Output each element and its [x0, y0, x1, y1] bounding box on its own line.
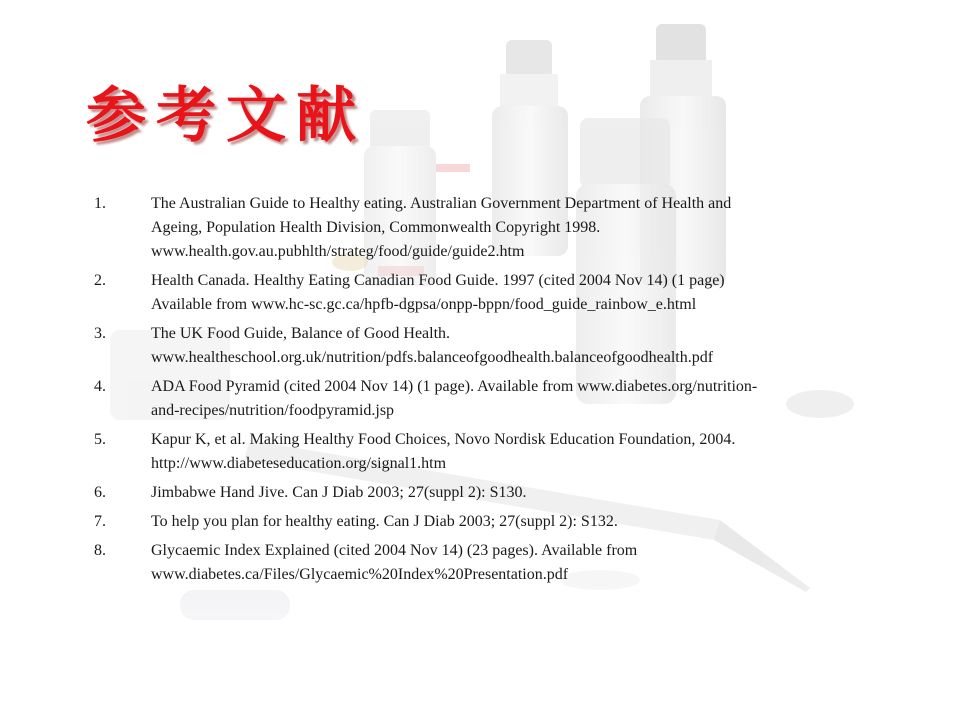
- reference-text: [151, 192, 874, 264]
- reference-line: www.health.gov.au.pubhlth/strateg/food/guide/guide2.htm: [151, 243, 525, 260]
- reference-line: www.diabetes.ca/Files/Glycaemic%20Index%20Presentation.pdf: [151, 566, 569, 583]
- reference-line: To help you plan for healthy eating. Can J Diab 2003; 27(suppl 2): S132.: [151, 513, 618, 530]
- reference-item: [94, 428, 874, 476]
- reference-text: [151, 269, 874, 317]
- reference-item: [94, 539, 874, 587]
- reference-text: [151, 539, 874, 587]
- reference-number: 1.: [94, 195, 106, 212]
- reference-text: [151, 375, 874, 423]
- reference-line: Jimbabwe Hand Jive. Can J Diab 2003; 27(suppl 2): S130.: [151, 484, 527, 501]
- reference-number: 8.: [94, 542, 106, 559]
- reference-text: [151, 481, 874, 505]
- reference-line: The UK Food Guide, Balance of Good Health.: [151, 325, 451, 342]
- reference-item: [94, 375, 874, 423]
- reference-number: 2.: [94, 272, 106, 289]
- reference-text: [151, 510, 874, 534]
- reference-line: Available from www.hc-sc.gc.ca/hpfb-dgpsa/onpp-bppn/food_guide_rainbow_e.html: [151, 296, 697, 313]
- reference-line: Ageing, Population Health Division, Commonwealth Copyright 1998.: [151, 219, 601, 236]
- reference-number: 3.: [94, 325, 106, 342]
- reference-line: The Australian Guide to Healthy eating. Australian Government Department of Health and: [151, 195, 732, 212]
- reference-number: 7.: [94, 513, 106, 530]
- reference-number: 4.: [94, 378, 106, 395]
- reference-number: 5.: [94, 431, 106, 448]
- reference-text: [151, 322, 874, 370]
- reference-line: ADA Food Pyramid (cited 2004 Nov 14) (1 page). Available from www.diabetes.org/nutrition-: [151, 378, 758, 395]
- reference-text: [151, 428, 874, 476]
- reference-item: [94, 322, 874, 370]
- reference-line: Kapur K, et al. Making Healthy Food Choices, Novo Nordisk Education Foundation, 2004.: [151, 431, 736, 448]
- reference-line: and-recipes/nutrition/foodpyramid.jsp: [151, 402, 395, 419]
- reference-line: Health Canada. Healthy Eating Canadian Food Guide. 1997 (cited 2004 Nov 14) (1 page): [151, 272, 725, 289]
- reference-list: [94, 192, 874, 592]
- reference-item: [94, 192, 874, 264]
- slide-title: 参考文献: [86, 81, 366, 151]
- reference-item: [94, 269, 874, 317]
- reference-line: http://www.diabeteseducation.org/signal1.htm: [151, 455, 447, 472]
- reference-item: [94, 481, 874, 505]
- reference-line: Glycaemic Index Explained (cited 2004 Nov 14) (23 pages). Available from: [151, 542, 638, 559]
- reference-line: www.healtheschool.org.uk/nutrition/pdfs.balanceofgoodhealth.balanceofgoodhealth.pdf: [151, 349, 714, 366]
- reference-item: [94, 510, 874, 534]
- reference-number: 6.: [94, 484, 106, 501]
